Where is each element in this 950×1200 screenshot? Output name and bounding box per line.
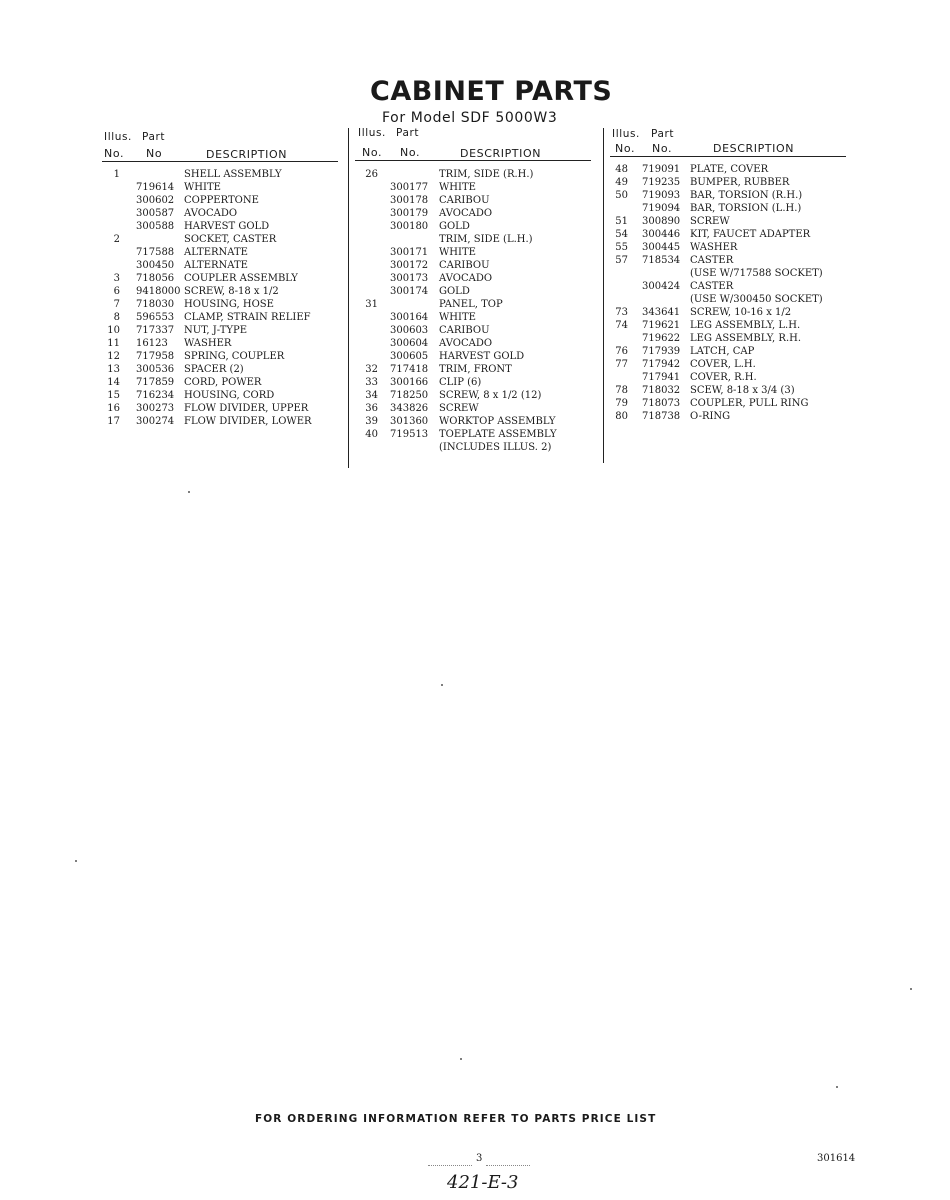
part-description: BAR, TORSION (L.H.) (690, 203, 802, 214)
part-description: TRIM, FRONT (439, 364, 512, 375)
illus-number: 17 (107, 416, 120, 427)
illus-number: 80 (615, 411, 628, 422)
part-description: SHELL ASSEMBLY (184, 169, 282, 180)
illus-number: 39 (365, 416, 378, 427)
page-number: 3 (476, 1153, 483, 1164)
part-description: SCEW, 8-18 x 3/4 (3) (690, 385, 795, 396)
part-number: 716234 (136, 390, 175, 401)
illus-number: 10 (107, 325, 120, 336)
part-number: 717337 (136, 325, 175, 336)
part-number: 596553 (136, 312, 175, 323)
part-number: 718534 (642, 255, 681, 266)
illus-number: 34 (365, 390, 378, 401)
part-number: 300273 (136, 403, 175, 414)
part-number: 719513 (390, 429, 429, 440)
dotted-line (486, 1165, 530, 1166)
part-number: 343641 (642, 307, 681, 318)
part-number: 300177 (390, 182, 429, 193)
part-number: 719235 (642, 177, 681, 188)
scan-speck (188, 491, 190, 493)
part-description: AVOCADO (439, 273, 493, 284)
description-header: DESCRIPTION (206, 148, 288, 161)
part-header: Part (396, 127, 420, 139)
illus-number: 8 (113, 312, 120, 323)
part-number: 717859 (136, 377, 175, 388)
illus-header: Illus. (358, 127, 386, 139)
illus-number: 74 (615, 320, 628, 331)
part-description: PLATE, COVER (690, 164, 769, 175)
illus-number: 55 (615, 242, 628, 253)
part-number: 300166 (390, 377, 429, 388)
document-number: 301614 (817, 1153, 856, 1164)
column-divider (348, 128, 349, 468)
part-description: CLAMP, STRAIN RELIEF (184, 312, 311, 323)
part-number: 719622 (642, 333, 681, 344)
header-rule (355, 160, 591, 161)
part-number: 300602 (136, 195, 175, 206)
part-number: 717588 (136, 247, 175, 258)
part-description: LATCH, CAP (690, 346, 755, 357)
part-number: 300180 (390, 221, 429, 232)
part-description: CORD, POWER (184, 377, 262, 388)
description-header: DESCRIPTION (460, 147, 542, 160)
part-number: 300172 (390, 260, 429, 271)
part-description: HARVEST GOLD (439, 351, 525, 362)
no-header: No. (362, 146, 383, 159)
part-number: 16123 (136, 338, 168, 349)
illus-number: 79 (615, 398, 628, 409)
part-description: FLOW DIVIDER, LOWER (184, 416, 312, 427)
part-description: CARIBOU (439, 260, 490, 271)
illus-number: 3 (113, 273, 120, 284)
part-description: WHITE (439, 312, 476, 323)
part-description: AVOCADO (439, 338, 493, 349)
part-number: 9418000 (136, 286, 181, 297)
illus-number: 33 (365, 377, 378, 388)
part-description: BAR, TORSION (R.H.) (690, 190, 803, 201)
no-header: No. (104, 147, 125, 160)
scan-speck (460, 1058, 462, 1060)
illus-number: 15 (107, 390, 120, 401)
part-description: SPACER (2) (184, 364, 244, 375)
part-description: WASHER (690, 242, 738, 253)
part-number: 300588 (136, 221, 175, 232)
part-description: ALTERNATE (184, 247, 248, 258)
illus-number: 49 (615, 177, 628, 188)
dotted-line (428, 1165, 472, 1166)
illus-number: 16 (107, 403, 120, 414)
part-number: 300605 (390, 351, 429, 362)
scan-speck (836, 1086, 838, 1088)
part-description: HOUSING, HOSE (184, 299, 274, 310)
illus-number: 2 (113, 234, 120, 245)
part-number: 301360 (390, 416, 429, 427)
part-description: WASHER (184, 338, 232, 349)
part-header: Part (142, 131, 166, 143)
part-description: TRIM, SIDE (R.H.) (439, 169, 534, 180)
illus-number: 36 (365, 403, 378, 414)
header-rule (610, 156, 846, 157)
part-description: SCREW, 8 x 1/2 (12) (439, 390, 542, 401)
part-description: HARVEST GOLD (184, 221, 270, 232)
part-description: (USE W/300450 SOCKET) (690, 294, 823, 305)
illus-number: 12 (107, 351, 120, 362)
part-number: 719614 (136, 182, 175, 193)
scan-speck (910, 988, 912, 990)
part-number: 300536 (136, 364, 175, 375)
part-number: 719621 (642, 320, 681, 331)
part-description: AVOCADO (184, 208, 238, 219)
illus-number: 50 (615, 190, 628, 201)
part-description: HOUSING, CORD (184, 390, 275, 401)
part-description: (USE W/717588 SOCKET) (690, 268, 823, 279)
part-description: GOLD (439, 286, 470, 297)
column-divider (603, 128, 604, 463)
illus-number: 54 (615, 229, 628, 240)
part-number: 300890 (642, 216, 681, 227)
ordering-info-footer: FOR ORDERING INFORMATION REFER TO PARTS PRICE LIST (255, 1113, 657, 1125)
illus-number: 76 (615, 346, 628, 357)
part-description: CASTER (690, 255, 734, 266)
description-header: DESCRIPTION (713, 142, 795, 155)
part-description: PANEL, TOP (439, 299, 503, 310)
illus-number: 14 (107, 377, 120, 388)
part-number: 718030 (136, 299, 175, 310)
part-number: 718250 (390, 390, 429, 401)
illus-number: 31 (365, 299, 378, 310)
part-description: COUPLER ASSEMBLY (184, 273, 298, 284)
part-description: WHITE (439, 247, 476, 258)
part-number: 300450 (136, 260, 175, 271)
part-description: COVER, R.H. (690, 372, 757, 383)
illus-number: 77 (615, 359, 628, 370)
part-number: 719093 (642, 190, 681, 201)
part-number: 300445 (642, 242, 681, 253)
part-description: SPRING, COUPLER (184, 351, 285, 362)
illus-number: 11 (107, 338, 120, 349)
part-description: KIT, FAUCET ADAPTER (690, 229, 811, 240)
illus-number: 1 (113, 169, 120, 180)
part-number: 717939 (642, 346, 681, 357)
part-description: SCREW, 8-18 x 1/2 (184, 286, 279, 297)
part-number: 300164 (390, 312, 429, 323)
part-number: 718056 (136, 273, 175, 284)
part-description: GOLD (439, 221, 470, 232)
no-header: No (146, 147, 163, 160)
no-header: No. (652, 142, 673, 155)
part-number: 300171 (390, 247, 429, 258)
part-number: 300587 (136, 208, 175, 219)
part-description: LEG ASSEMBLY, R.H. (690, 333, 802, 344)
no-header: No. (615, 142, 636, 155)
part-description: CASTER (690, 281, 734, 292)
part-number: 717942 (642, 359, 681, 370)
part-description: FLOW DIVIDER, UPPER (184, 403, 309, 414)
part-header: Part (651, 128, 675, 140)
part-description: COUPLER, PULL RING (690, 398, 809, 409)
part-number: 300274 (136, 416, 175, 427)
scan-speck (75, 860, 77, 862)
illus-header: Illus. (104, 131, 132, 143)
illus-number: 13 (107, 364, 120, 375)
part-description: COPPERTONE (184, 195, 259, 206)
part-description: CARIBOU (439, 195, 490, 206)
part-description: NUT, J-TYPE (184, 325, 248, 336)
illus-number: 48 (615, 164, 628, 175)
part-number: 718738 (642, 411, 681, 422)
part-description: SCREW, 10-16 x 1/2 (690, 307, 792, 318)
part-number: 300173 (390, 273, 429, 284)
part-number: 343826 (390, 403, 429, 414)
scan-speck (441, 684, 443, 686)
part-number: 300446 (642, 229, 681, 240)
part-description: TRIM, SIDE (L.H.) (439, 234, 533, 245)
illus-number: 40 (365, 429, 378, 440)
part-description: SCREW (690, 216, 730, 227)
illus-number: 57 (615, 255, 628, 266)
part-description: CARIBOU (439, 325, 490, 336)
part-number: 719091 (642, 164, 681, 175)
part-description: COVER, L.H. (690, 359, 756, 370)
illus-number: 78 (615, 385, 628, 396)
part-description: WORKTOP ASSEMBLY (439, 416, 556, 427)
no-header: No. (400, 146, 421, 159)
part-description: WHITE (184, 182, 221, 193)
page-subtitle: For Model SDF 5000W3 (382, 110, 558, 126)
part-description: TOEPLATE ASSEMBLY (439, 429, 557, 440)
part-number: 300603 (390, 325, 429, 336)
header-rule (102, 161, 338, 162)
part-description: SCREW (439, 403, 479, 414)
part-description: (INCLUDES ILLUS. 2) (439, 442, 552, 453)
part-number: 717418 (390, 364, 429, 375)
illus-number: 32 (365, 364, 378, 375)
part-number: 300179 (390, 208, 429, 219)
illus-number: 26 (365, 169, 378, 180)
part-number: 300424 (642, 281, 681, 292)
part-number: 300174 (390, 286, 429, 297)
part-number: 718073 (642, 398, 681, 409)
part-description: LEG ASSEMBLY, L.H. (690, 320, 801, 331)
part-number: 717941 (642, 372, 681, 383)
part-description: AVOCADO (439, 208, 493, 219)
part-description: CLIP (6) (439, 377, 482, 388)
page-title: CABINET PARTS (370, 76, 613, 107)
handwritten-note: 421-E-3 (447, 1172, 519, 1193)
part-description: BUMPER, RUBBER (690, 177, 790, 188)
part-description: WHITE (439, 182, 476, 193)
illus-number: 51 (615, 216, 628, 227)
illus-number: 6 (113, 286, 120, 297)
part-number: 300604 (390, 338, 429, 349)
illus-number: 7 (113, 299, 120, 310)
part-number: 300178 (390, 195, 429, 206)
illus-number: 73 (615, 307, 628, 318)
illus-header: Illus. (612, 128, 640, 140)
part-description: O-RING (690, 411, 731, 422)
part-number: 719094 (642, 203, 681, 214)
part-description: ALTERNATE (184, 260, 248, 271)
part-number: 717958 (136, 351, 175, 362)
part-number: 718032 (642, 385, 681, 396)
part-description: SOCKET, CASTER (184, 234, 277, 245)
